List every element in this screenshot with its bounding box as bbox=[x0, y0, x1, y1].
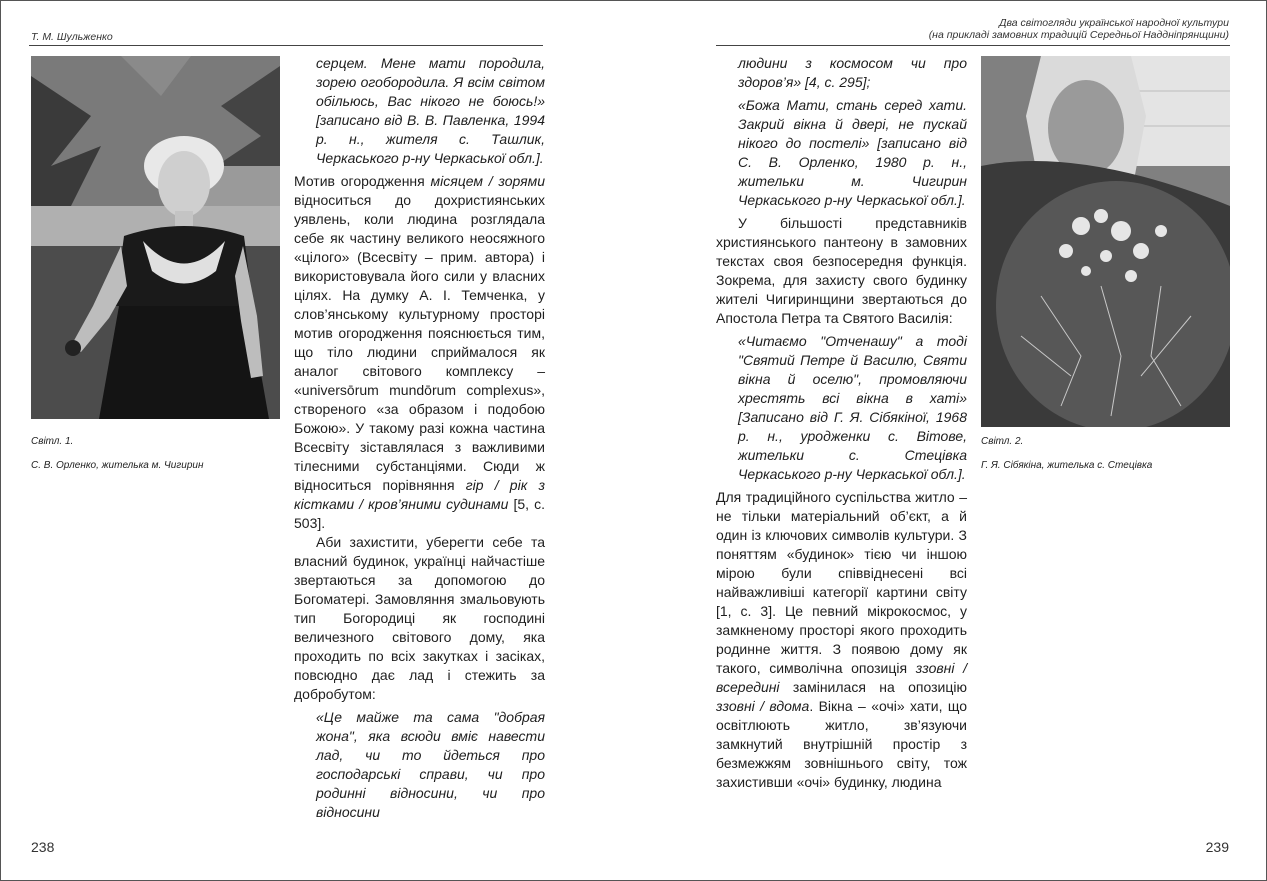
right-text-column bbox=[716, 54, 967, 792]
right-photo-caption-text: Г. Я. Сібякіна, жителька с. Стецівка bbox=[981, 460, 1153, 471]
left-page-number: 238 bbox=[31, 839, 55, 855]
left-photo-caption-text: С. В. Орленко, жителька м. Чигирин bbox=[31, 460, 204, 471]
quote-block: людини з космосом чи про здоров’я» [4, с. 295]; bbox=[738, 55, 967, 90]
woman-portrait-image bbox=[31, 56, 280, 419]
left-photo bbox=[31, 56, 280, 419]
right-photo bbox=[981, 56, 1230, 427]
quote-block: серцем. Мене мати породила, зорею огобородила. Я всім світом обільюсь, Вас нікого не боюсь!» [записано від В. В. Павленка, 1994 р. н., жителя с. Ташлик, Черкаського р-ну Черкаської обл.]. bbox=[316, 55, 545, 166]
paragraph: Мотив огородження місяцем / зорями відноситься до дохристиянських уявлень, коли людина розглядала себе як частину великого неосяжного «цілого» (Всесвіту – прим. автора) і використовувала його сили у власних цілях. На думку А. І. Темченка, у слов’янському культурному просторі мотив огородження пояснюється тим, що тіло людини сприймалося як аналог світового комплексу – «universōrum mundōrum complexus», створеного «за образом і подобою Божою». У такому разі кожна частина Всесвіту зіставлялася з важливими тілесними субстанціями. Сюди ж відноситься порівняння гір / рік з кістками / кров’яними судинами [5, с. 503]. bbox=[294, 173, 546, 531]
paragraph: Аби захистити, уберегти себе та власний будинок, українці найчастіше звертаються за допомогою до Богоматері. Замовляння змальовують тип Богородиці як господині величезного світового дому, яка проходить по всіх закутках і засіках, повсюдно дає лад і стежить за добробутом: bbox=[294, 534, 545, 702]
left-photo-caption-label: Світл. 1. bbox=[31, 436, 74, 447]
left-running-head: Т. М. Шульженко bbox=[31, 31, 113, 43]
quote-block: «Божа Мати, стань серед хати. Закрий вікна й двері, не пускай нікого до постелі» [записано від С. В. Орленко, 1980 р. н., жительки м. Чигирин Черкаського р-ну Черкаської обл.]. bbox=[738, 97, 967, 208]
right-page-number: 239 bbox=[1205, 839, 1229, 855]
right-running-head bbox=[929, 17, 1229, 41]
running-head-line: Два світогляди української народної культури bbox=[999, 17, 1229, 29]
paragraph: У більшості представників християнського пантеону в замовних текстах своя безпосередня функція. Зокрема, для захисту свого будинку жителі Чигиринщини звертаються до Апостола Петра та Святого Василія: bbox=[716, 215, 967, 326]
quote-block: «Це майже та сама "добрая жона", яка всюди вміє навести лад, чи то йдеться про господарські справи, чи про родинні відносини, чи про відносини bbox=[316, 709, 545, 820]
left-text-column bbox=[294, 54, 545, 826]
right-header-rule bbox=[716, 45, 1230, 46]
elderly-woman-flowers-image bbox=[981, 56, 1230, 427]
running-head-line: (на прикладі замовних традицій Середньої Наддніпрянщини) bbox=[928, 29, 1229, 41]
quote-block: «Читаємо "Отченашу" а тоді "Святий Петре й Василю, Святи вікна й оселю", промовляючи хрестять всі вікна в хаті» [Записано від Г. Я. Сібякіної, 1968 р. н., уродженки с. Вітове, жительки с. Стецівка Черкаського р-ну Черкаської обл.]. bbox=[738, 333, 967, 482]
left-header-rule bbox=[29, 45, 543, 46]
right-photo-caption-label: Світл. 2. bbox=[981, 436, 1024, 447]
paragraph: Для традиційного суспільства житло – не тільки матеріальний об’єкт, а й один із ключових символів культури. З поняттям «будинок» тією чи іншою мірою були співвіднесені всі найважливіші категорії картини світу [1, с. 3]. Це певний мікрокосмос, у замкненому просторі якого проходить родинне життя. З появою дому як такого, символічна опозиція ззовні / всередині замінилася на опозицію ззовні / вдома. Вікна – «очі» хати, що освітлюють житло, зв’язуючи замкнутий внутрішній простір з безмежжям зовнішнього світу, тож захистивши «очі» будинку, людина bbox=[716, 489, 968, 790]
